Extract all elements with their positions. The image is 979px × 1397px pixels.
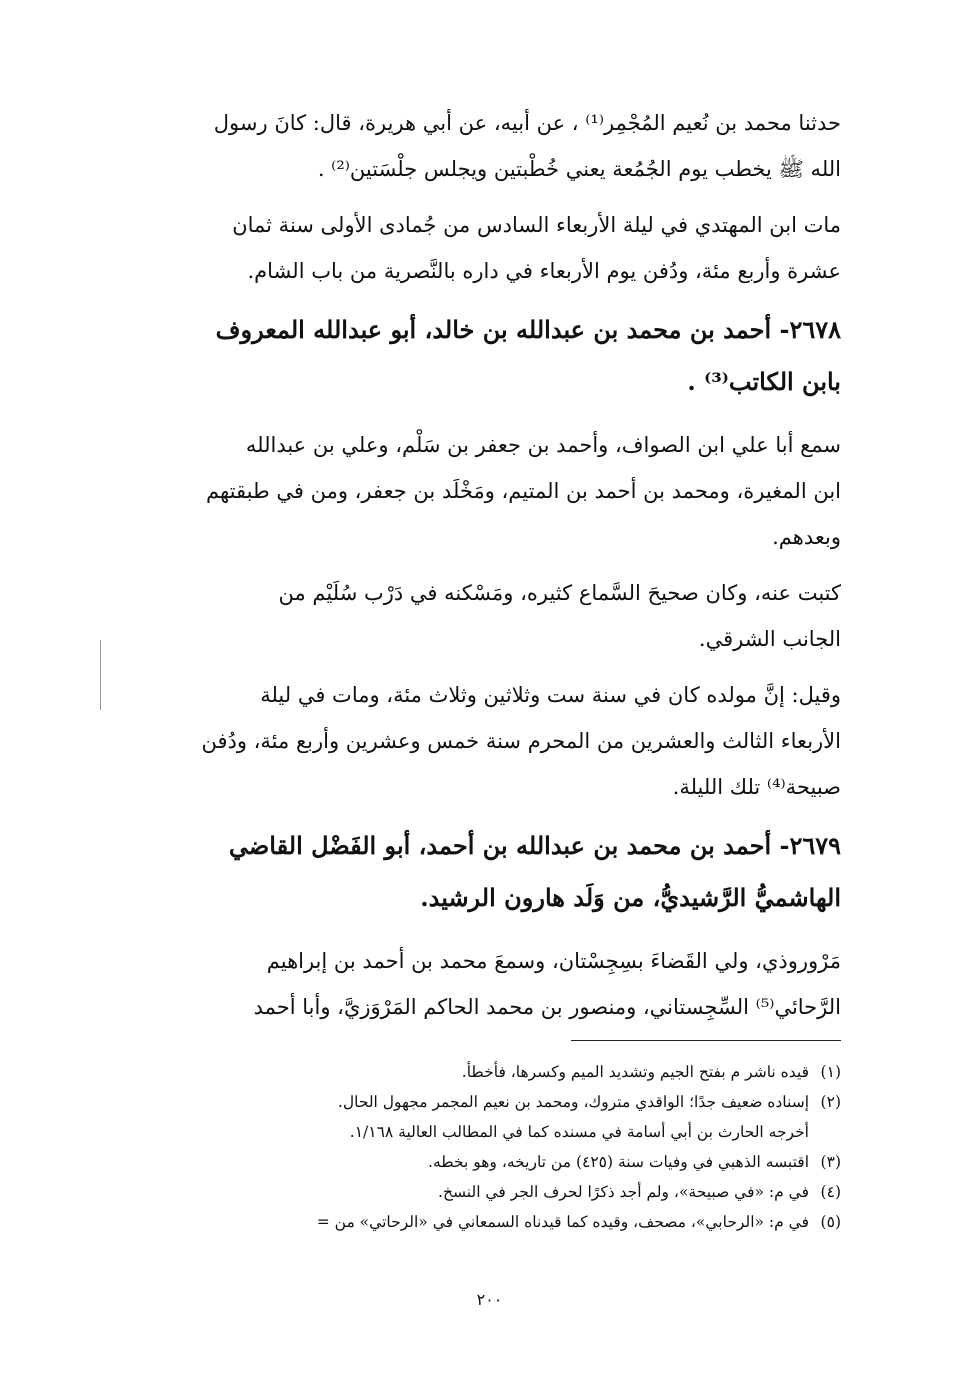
heading-line: بابن الكاتب⁽³⁾ .: [687, 367, 841, 396]
text-line: الله ﷺ يخطب يوم الجُمُعة يعني خُطْبتين ويجلس جلْسَتين⁽²⁾ .: [317, 157, 841, 181]
paragraph-residence: [132, 570, 841, 662]
footnote-3: [132, 1147, 841, 1177]
heading-line: ٢٦٧٨- أحمد بن محمد بن عبدالله بن خالد، أبو عبدالله المعروف: [215, 315, 841, 344]
main-text: [132, 100, 841, 1030]
footnote-number: (٥): [820, 1213, 841, 1231]
text-line: صبيحة⁽⁴⁾ تلك الليلة.: [672, 775, 841, 799]
footnote-text: في م: «الرحابي»، مصحف، وقيده كما قيدناه السمعاني في «الرحاتي» من =: [316, 1213, 809, 1231]
footnote-1: [132, 1057, 841, 1087]
text-line: مات ابن المهتدي في ليلة الأربعاء السادس من جُمادى الأولى سنة ثمان: [232, 213, 841, 237]
footnote-text: اقتبسه الذهبي في وفيات سنة (٤٢٥) من تاريخه، وهو بخطه.: [428, 1153, 809, 1171]
text-line: حدثنا محمد بن نُعيم المُجْمِر⁽¹⁾ ، عن أبيه، عن أبي هريرة، قال: كانَ رسول: [213, 111, 841, 135]
paragraph-birth: [132, 672, 841, 810]
text-line: مَرْوروذي، ولي القَضاءَ بسِجِسْتان، وسمعَ محمد بن أحمد بن إبراهيم: [266, 949, 841, 973]
footnote-5: [132, 1207, 841, 1237]
text-line: الرَّحائي⁽⁵⁾ السِّجِستاني، ومنصور بن محمد الحاكم المَرْوَزيَّ، وأبا أحمد: [253, 995, 841, 1019]
entry-heading-2679: [132, 820, 841, 924]
text-line: سمع أبا علي ابن الصواف، وأحمد بن جعفر بن سَلْم، وعلي بن عبدالله: [245, 433, 841, 457]
footnote-2: [132, 1087, 841, 1117]
text-line: عشرة وأربع مئة، ودُفن يوم الأربعاء في داره بالنَّصرية من باب الشام.: [247, 259, 841, 283]
heading-line: الهاشميُّ الرَّشيديُّ، من وَلَد هارون الرشيد.: [420, 883, 841, 912]
footnote-2-continuation: أخرجه الحارث بن أبي أسامة في مسنده كما في المطالب العالية ١/١٦٨.: [349, 1123, 809, 1141]
footnote-number: (٢): [820, 1093, 841, 1111]
scan-edge-mark: [100, 640, 101, 710]
text-line: الجانب الشرقي.: [698, 627, 841, 651]
footnote-separator: [571, 1040, 841, 1041]
page-number: ٢٠٠: [476, 1290, 503, 1309]
paragraph-teachers: [132, 422, 841, 560]
footnote-text: إسناده ضعيف جدًا؛ الواقدي متروك، ومحمد بن نعيم المجمر مجهول الحال.: [337, 1093, 809, 1111]
paragraph-death: [132, 202, 841, 294]
footnote-number: (٤): [820, 1183, 841, 1201]
text-line: الأربعاء الثالث والعشرين من المحرم سنة خمس وعشرين وأربع مئة، ودُفن: [201, 729, 841, 753]
footnotes: [132, 1057, 841, 1237]
paragraph-career: [132, 938, 841, 1030]
text-line: وقيل: إنَّ مولده كان في سنة ست وثلاثين وثلاث مئة، ومات في ليلة: [260, 683, 841, 707]
footnote-4: [132, 1177, 841, 1207]
heading-line: ٢٦٧٩- أحمد بن محمد بن عبدالله بن أحمد، أبو الفَضْل القاضي: [228, 831, 841, 860]
footnote-text: في م: «في صبيحة»، ولم أجد ذكرًا لحرف الجر في النسخ.: [438, 1183, 809, 1201]
footnote-text: قيده ناشر م بفتح الجيم وتشديد الميم وكسرها، فأخطأ.: [461, 1063, 809, 1081]
paragraph-hadith: [132, 100, 841, 192]
footnote-number: (١): [820, 1063, 841, 1081]
text-line: ابن المغيرة، ومحمد بن أحمد بن المتيم، ومَخْلَد بن جعفر، ومن في طبقتهم: [206, 479, 841, 503]
entry-heading-2678: [132, 304, 841, 408]
text-line: كتبت عنه، وكان صحيحَ السَّماع كثيره، ومَسْكنه في دَرْب سُلَيْم من: [278, 581, 841, 605]
footnote-number: (٣): [820, 1153, 841, 1171]
text-line: وبعدهم.: [772, 525, 841, 549]
